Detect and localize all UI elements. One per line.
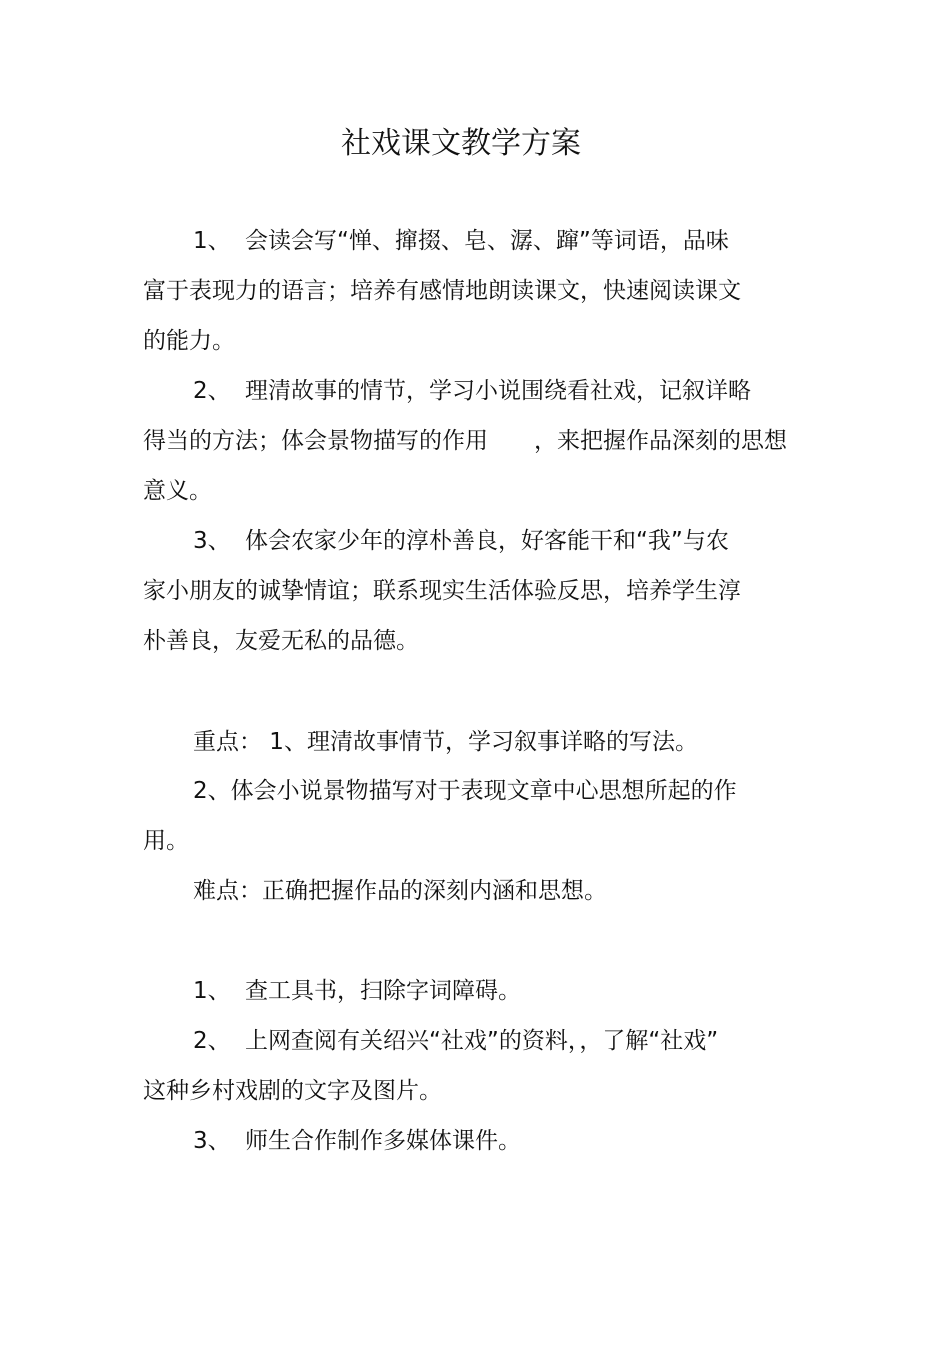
key-point-1: 重点： 1、理清故事情节，学习叙事详略的写法。 xyxy=(193,729,698,755)
preparation-3-number: 3、 xyxy=(193,1128,231,1154)
objective-2-number: 2、 xyxy=(193,378,231,404)
objective-1-text: 会读会写“惮、撺掇、皂、潺、蹿”等词语，品味 xyxy=(245,228,729,254)
preparation-2-line-2: 这种乡村戏剧的文字及图片。 xyxy=(143,1078,442,1104)
objective-2-first-line xyxy=(193,374,751,408)
page-title: 社戏课文教学方案 xyxy=(341,126,581,161)
objective-3-line-3: 朴善良，友爱无私的品德。 xyxy=(143,628,419,654)
preparation-1-text: 查工具书，扫除字词障碍。 xyxy=(245,978,521,1004)
objective-2-line-2: 得当的方法；体会景物描写的作用 ，来把握作品深刻的思想 xyxy=(143,428,787,454)
preparation-2-text: 上网查阅有关绍兴“社戏”的资料，，了解“社戏” xyxy=(245,1028,719,1054)
objective-1-line-3: 的能力。 xyxy=(143,328,235,354)
preparation-3-text: 师生合作制作多媒体课件。 xyxy=(245,1128,521,1154)
key-point-2-line-1: 2、体会小说景物描写对于表现文章中心思想所起的作 xyxy=(193,778,737,804)
preparation-2-number: 2、 xyxy=(193,1028,231,1054)
preparation-1-number: 1、 xyxy=(193,978,231,1004)
objective-1-line-2: 富于表现力的语言；培养有感情地朗读课文，快速阅读课文 xyxy=(143,278,741,304)
objective-3-first-line xyxy=(193,524,729,558)
objective-1-number: 1、 xyxy=(193,228,231,254)
key-point-2-line-2: 用。 xyxy=(143,828,189,854)
difficulty-point: 难点：正确把握作品的深刻内涵和思想。 xyxy=(193,878,607,904)
objective-2-line-3: 意义。 xyxy=(143,478,212,504)
preparation-2-first-line xyxy=(193,1024,718,1058)
objective-3-line-2: 家小朋友的诚挚情谊；联系现实生活体验反思，培养学生淳 xyxy=(143,578,741,604)
preparation-3 xyxy=(193,1124,521,1158)
objective-3-text: 体会农家少年的淳朴善良，好客能干和“我”与农 xyxy=(245,528,729,554)
objective-1-first-line xyxy=(193,224,729,258)
preparation-1 xyxy=(193,974,521,1008)
objective-3-number: 3、 xyxy=(193,528,231,554)
objective-2-text: 理清故事的情节，学习小说围绕看社戏，记叙详略 xyxy=(245,378,751,404)
